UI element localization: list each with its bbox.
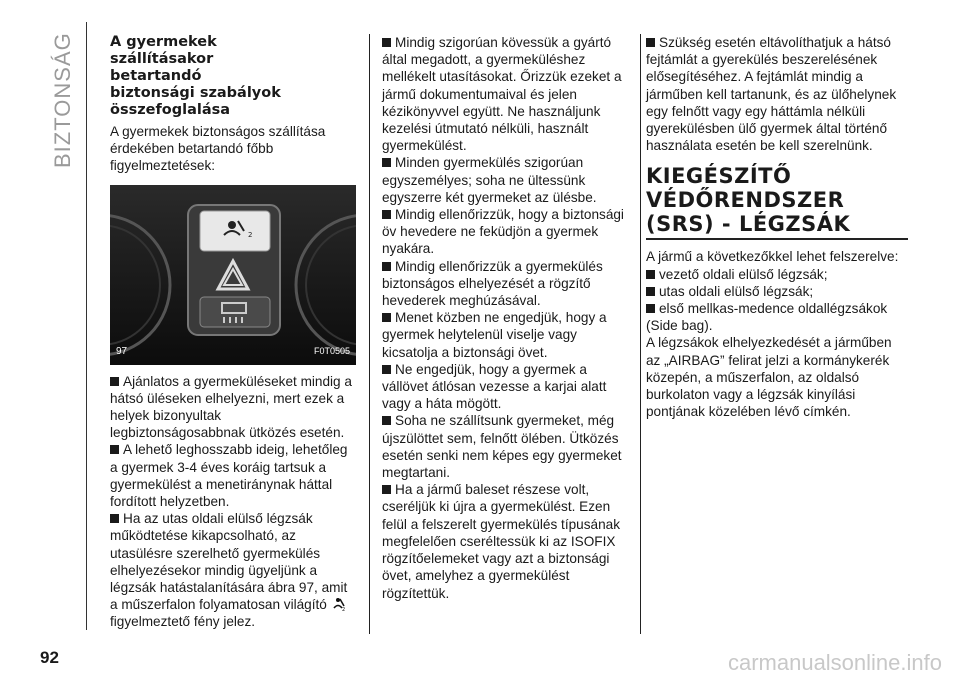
square-bullet-icon — [382, 262, 391, 271]
heading-line: összefoglalása — [110, 102, 231, 118]
figure-number: 97 — [116, 346, 128, 358]
square-bullet-icon — [382, 485, 391, 494]
bullet-text: Ajánlatos a gyermeküléseket mindig a hátsó üléseken elhelyezni, mert ezek a helyek bizonyultak legbiztonságosabbnak ütközés esetén. — [110, 373, 352, 441]
bullet-item — [382, 361, 632, 413]
watermark-text: carmanualsonline.info — [727, 650, 942, 675]
square-bullet-icon — [382, 158, 391, 167]
heading-line: A gyermekek — [110, 34, 217, 50]
section-side-label: BIZTONSÁG — [50, 32, 75, 168]
heading-line: (SRS) - LÉGZSÁK — [646, 212, 851, 237]
bullet-item — [646, 300, 908, 334]
side-divider — [86, 22, 87, 630]
bullet-text: A lehető leghosszabb ideig, lehetőleg a gyermek 3-4 éves koráig tartsuk a gyermekülést a menetiránynak háttal fordított helyzetben. — [110, 442, 348, 510]
square-bullet-icon — [110, 377, 119, 386]
intro-paragraph: A gyermekek biztonságos szállítása érdekében betartandó főbb figyelmeztetések: — [110, 124, 326, 174]
square-bullet-icon — [382, 38, 391, 47]
bullet-item — [110, 441, 356, 510]
bullet-text: Mindig ellenőrizzük, hogy a biztonsági öv hevedere ne feküdjön a gyermek nyakára. — [382, 207, 624, 257]
bullet-text: Mindig szigorúan kövessük a gyártó által megadott, a gyermeküléshez mellékelt utasításokat. Őrizzük ezeket a jármű dokumentumaival és jelen kézikönyvvel együtt. Ne használjunk kezelési útmutató nélküli, használt gyermekülést. — [382, 35, 622, 154]
square-bullet-icon — [382, 210, 391, 219]
bullet-item — [646, 34, 908, 154]
heading-underline — [646, 238, 908, 240]
square-bullet-icon — [646, 287, 655, 296]
bullet-text: Soha ne szállítsunk gyermeket, még újszülöttet sem, felnőtt ölében. Ütközés esetén senki nem képes egy gyermeket megtartani. — [382, 413, 622, 481]
section-heading-child-safety — [110, 34, 356, 119]
dashboard-figure — [110, 185, 356, 365]
bullet-item — [382, 34, 632, 154]
bullet-text: Ha az utas oldali elülső légzsák működtetése kikapcsolható, az utasülésre szerelhető gyermekülés elhelyezésekor mindig ügyeljünk a légzsák hatástalanítására ábra 97, amit a műszerfalon folyamatosan világító — [110, 511, 348, 613]
bullet-item — [382, 481, 632, 601]
bullet-text: Mindig ellenőrizzük a gyermekülés biztonságos elhelyezését a rögzítő hevederek meghúzásával. — [382, 258, 603, 309]
column-2 — [382, 34, 632, 602]
column-1 — [110, 34, 356, 631]
square-bullet-icon — [110, 445, 119, 454]
bullet-item — [646, 283, 908, 300]
bullet-item — [382, 154, 632, 206]
bullet-text: vezető oldali elülső légzsák; — [659, 266, 828, 282]
square-bullet-icon — [646, 270, 655, 279]
bullet-text: figyelmeztető fény jelez. — [110, 614, 256, 630]
bullet-text: Szükség esetén eltávolíthatjuk a hátsó fejtámlát a gyerekülés beszerelésének elősegítéséhez. A fejtámlát mindig a járműben kell tartanunk, és az ülőhelynek egy felnőtt vagy egy háttámla nélküli gyerekülésben ülő gyermek által történő használata esetén be kell szerelnünk. — [646, 35, 897, 154]
bullet-text: Menet közben ne engedjük, hogy a gyermek helytelenül viselje vagy kicsatolja a biztonsági övet. — [382, 310, 607, 360]
square-bullet-icon — [382, 416, 391, 425]
svg-text:2: 2 — [341, 607, 345, 613]
figure-code: F0T0505 — [313, 346, 350, 357]
dashboard-illustration — [110, 185, 356, 365]
heading-line: VÉDŐRENDSZER — [646, 188, 845, 213]
bullet-item — [382, 412, 632, 481]
page-number: 92 — [40, 648, 59, 667]
bullet-item — [382, 258, 632, 310]
square-bullet-icon — [382, 313, 391, 322]
square-bullet-icon — [382, 365, 391, 374]
bullet-text: első mellkas-medence oldallégzsákok (Side bag). — [646, 301, 888, 334]
column-divider — [640, 34, 641, 634]
heading-line: KIEGÉSZÍTŐ — [646, 164, 792, 189]
heading-line: szállításakor — [110, 51, 214, 67]
svg-text:2: 2 — [248, 230, 253, 239]
bullet-item — [382, 206, 632, 258]
square-bullet-icon — [646, 304, 655, 313]
section-heading-srs-airbag — [646, 164, 908, 236]
bullet-item — [382, 309, 632, 361]
bullet-text: Ne engedjük, hogy a gyermek a vállövet átlósan vezesse a karjai alatt vagy a háta mögött. — [382, 361, 607, 412]
square-bullet-icon — [646, 38, 655, 47]
bullet-text: utas oldali elülső légzsák; — [659, 283, 814, 299]
square-bullet-icon — [110, 514, 119, 523]
airbag-off-warning-icon — [331, 596, 347, 612]
bullet-item — [646, 266, 908, 283]
bullet-item — [110, 373, 356, 442]
heading-line: biztonsági szabályok — [110, 85, 281, 101]
bullet-text: Ha a jármű baleset részese volt, cseréljük ki újra a gyermekülést. Ezen felül a felszerelt gyermekülés típusának megfelelően cseréltessük ki az ISOFIX rögzítőelemeket vagy azt a biztonsági övet, amelyhez a gyermekülést rögzítettük. — [382, 482, 621, 601]
intro-paragraph: A jármű a következőkkel lehet felszerelve: — [646, 249, 899, 265]
bullet-text: Minden gyermekülés szigorúan egyszemélyes; soha ne ültessünk egyszerre két gyermeket az ülésbe. — [382, 155, 597, 205]
column-divider — [369, 34, 370, 634]
column-3 — [646, 34, 908, 420]
heading-line: betartandó — [110, 68, 202, 84]
bullet-item — [110, 510, 356, 630]
body-paragraph: A légzsákok elhelyezkedését a járműben az „AIRBAG” felirat jelzi a kormánykerék közepén, a műszerfalon, az oldalsó burkolaton vagy a légzsák kinyílási pontjának közelében lévő címkén. — [646, 335, 892, 420]
